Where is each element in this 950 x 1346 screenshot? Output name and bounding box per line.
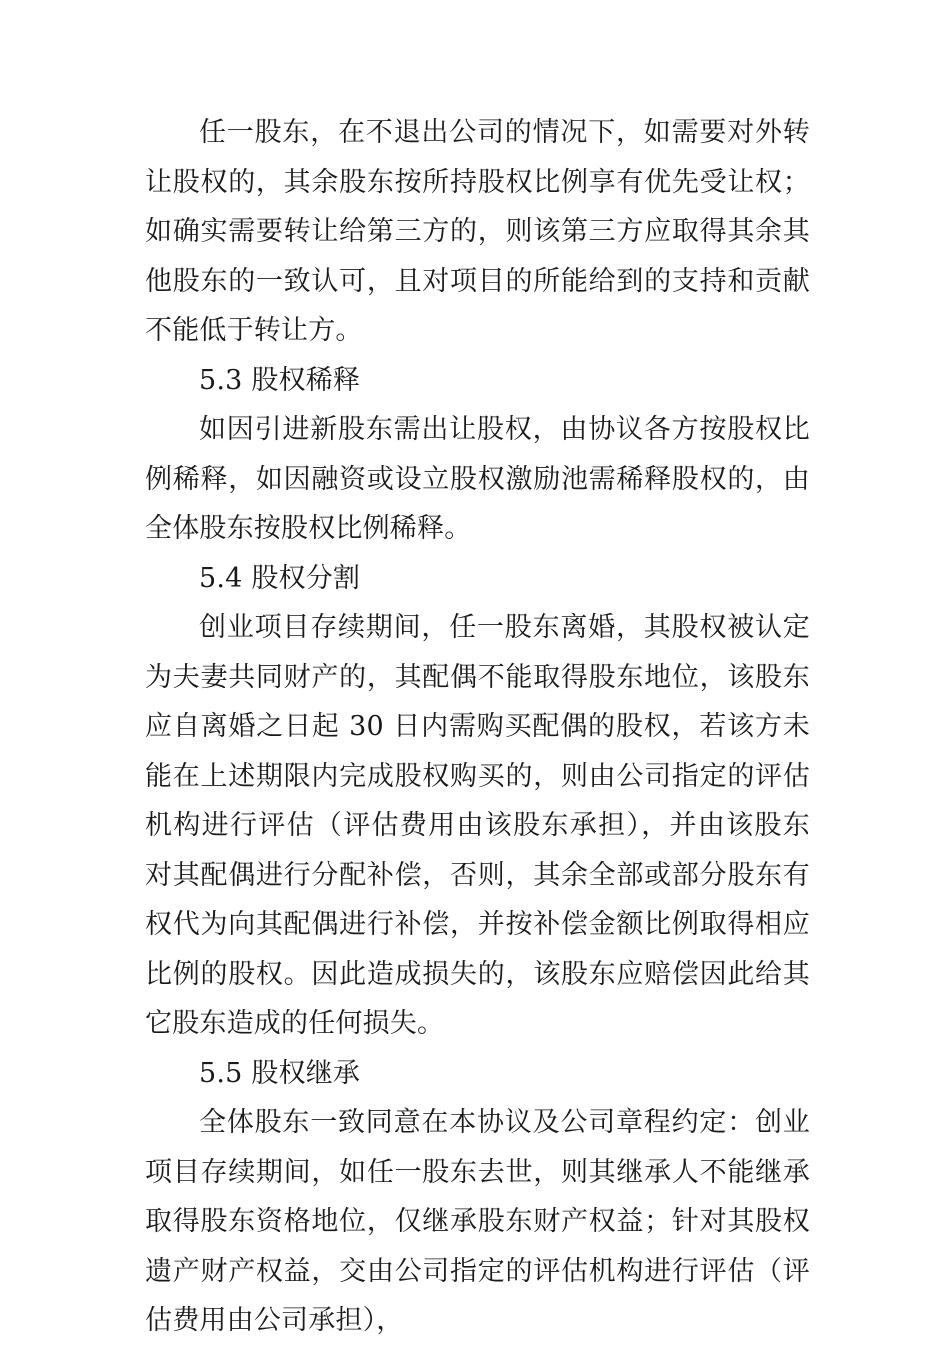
section-heading-5-4: 5.4 股权分割 [199, 562, 361, 594]
paragraph-share-transfer: 任一股东，在不退出公司的情况下，如需要对外转让股权的，其余股东按所持股权比例享有优先受让权；如确实需要转让给第三方的，则该第三方应取得其余其他股东的一致认可，且对项目的所能给到的支持和贡献不能低于转让方。 [145, 117, 810, 346]
paragraph-division: 创业项目存续期间，任一股东离婚，其股权被认定为夫妻共同财产的，其配偶不能取得股东地位，该股东应自离婚之日起 30 日内需购买配偶的股权，若该方未能在上述期限内完成股权购买的，则由公司指定的评估机构进行评估（评估费用由该股东承担），并由该股东对其配偶进行分配补偿，否则，其余全部或部分股东有权代为向其配偶进行补偿，并按补偿金额比例取得相应比例的股权。因此造成损失的，该股东应赔偿因此给其它股东造成的任何损失。 [145, 612, 810, 1039]
document-body [145, 108, 810, 1346]
section-heading-5-3: 5.3 股权稀释 [199, 364, 361, 396]
paragraph-inheritance: 全体股东一致同意在本协议及公司章程约定：创业项目存续期间，如任一股东去世，则其继承人不能继承取得股东资格地位，仅继承股东财产权益；针对其股权遗产财产权益，交由公司指定的评估机构进行评估（评估费用由公司承担）， [145, 1107, 810, 1336]
paragraph-dilution: 如因引进新股东需出让股权，由协议各方按股权比例稀释，如因融资或设立股权激励池需稀释股权的，由全体股东按股权比例稀释。 [145, 414, 810, 544]
section-heading-5-5: 5.5 股权继承 [199, 1057, 361, 1089]
